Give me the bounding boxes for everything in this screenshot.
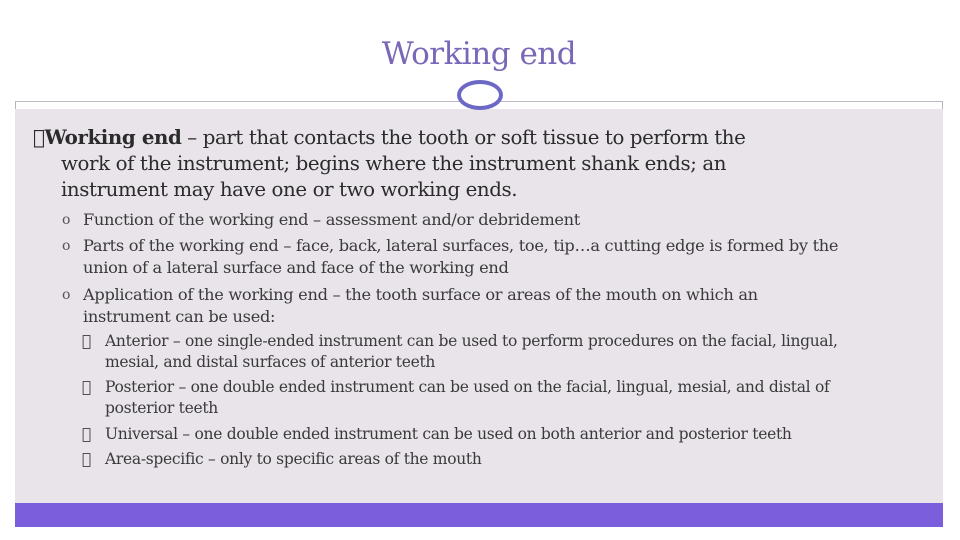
bullet-box-icon (82, 424, 91, 445)
sub-bullet-line-1: Parts of the working end – face, back, lateral surfaces, toe, tip…a cutting edge is formed by the (83, 236, 839, 255)
divider-circle-ornament (457, 80, 503, 110)
sub-sub-bullet-area-specific (82, 449, 927, 470)
sub-sub-bullet-posterior (82, 377, 927, 419)
sub-bullet-line-1: Application of the working end – the tooth surface or areas of the mouth on which an (83, 285, 758, 304)
sub-bullet-line-1: Function of the working end – assessment and/or debridement (83, 210, 581, 229)
main-bullet-paragraph (33, 124, 913, 203)
sub-sub-bullet-anterior (82, 331, 927, 373)
main-line-3: instrument may have one or two working ends. (61, 178, 518, 201)
sub-sub-bullet-line-1: Anterior – one single-ended instrument can be used to perform procedures on the facial, lingual, (105, 332, 838, 350)
sub-bullet-parts (62, 235, 922, 279)
sub-sub-bullet-line-2: posterior teeth (105, 399, 218, 417)
sub-bullet-line-2: union of a lateral surface and face of the working end (83, 258, 509, 277)
sub-sub-bullet-line-1: Area-specific – only to specific areas of the mouth (105, 450, 482, 468)
sub-bullet-function (62, 209, 922, 231)
main-lead-term: Working end (33, 125, 170, 149)
sub-sub-bullet-line-1: Universal – one double ended instrument can be used on both anterior and posterior teeth (105, 425, 792, 443)
circle-bullet-icon: o (62, 238, 71, 254)
circle-bullet-icon: o (62, 212, 71, 228)
sub-sub-bullet-universal (82, 424, 927, 445)
main-line-2: work of the instrument; begins where the instrument shank ends; an (61, 152, 727, 175)
bullet-box-icon (33, 126, 44, 149)
sub-bullet-application (62, 284, 922, 328)
sub-bullet-line-2: instrument can be used: (83, 307, 276, 326)
bullet-box-icon (82, 331, 91, 352)
sub-sub-bullet-line-2: mesial, and distal surfaces of anterior teeth (105, 353, 436, 371)
main-line-1: – part that contacts the tooth or soft tissue to perform the (169, 126, 734, 149)
bottom-accent-bar (15, 503, 943, 527)
slide-title: Working end (381, 36, 577, 72)
circle-bullet-icon: o (62, 287, 71, 303)
sub-sub-bullet-line-1: Posterior – one double ended instrument can be used on the facial, lingual, mesial, and distal of (105, 378, 830, 396)
bullet-box-icon (82, 449, 91, 470)
bullet-box-icon (82, 377, 91, 398)
